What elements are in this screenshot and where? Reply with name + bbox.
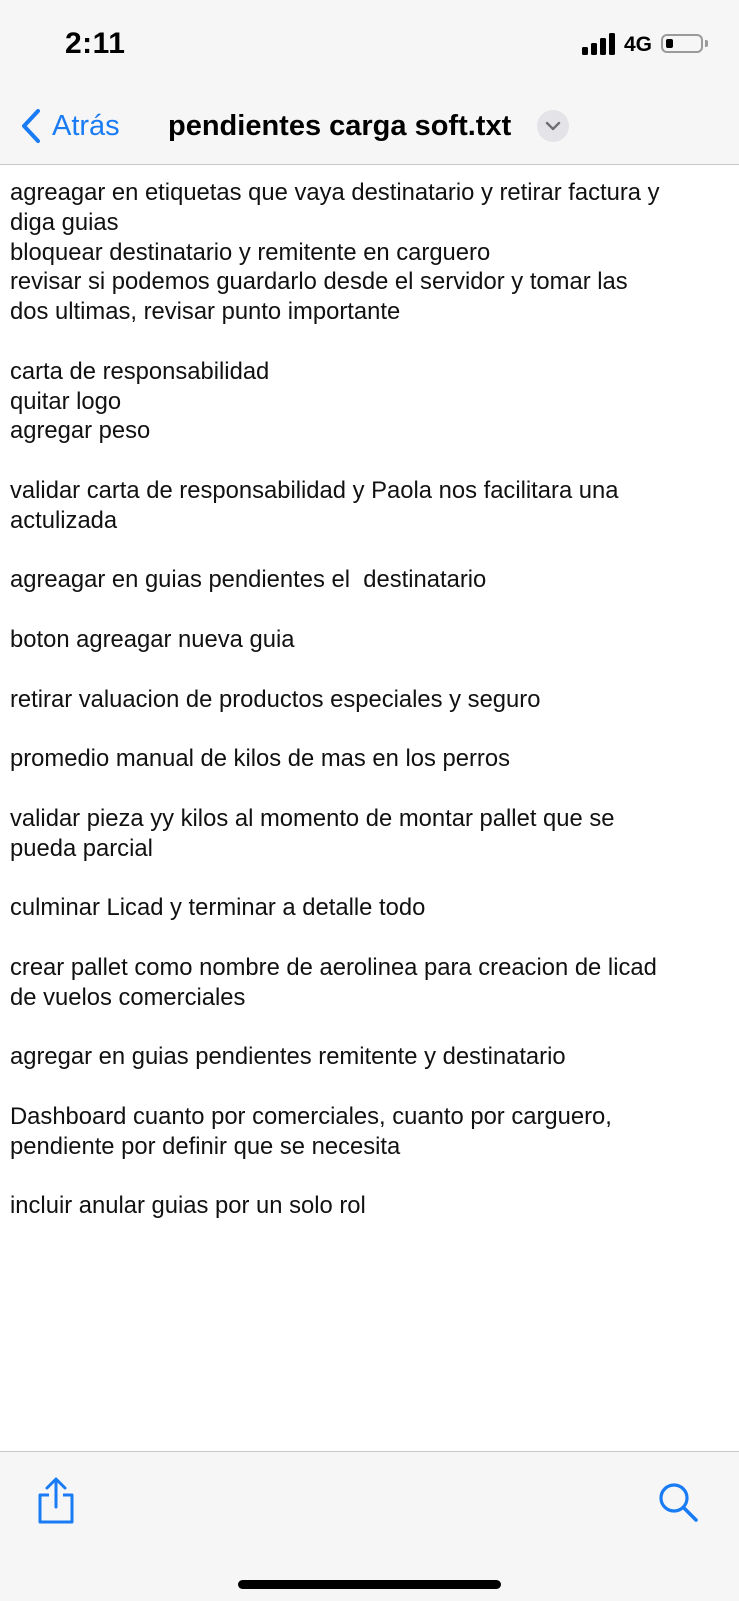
top-bar-area [0, 0, 739, 165]
bottom-toolbar [0, 1451, 739, 1601]
battery-level [666, 39, 673, 48]
text-line: bloquear destinatario y remitente en carguero [10, 238, 491, 266]
text-line [10, 714, 730, 744]
text-line: crear pallet como nombre de aerolinea para creacion de licad [10, 953, 657, 981]
text-line: validar carta de responsabilidad y Paola nos facilitara una [10, 476, 619, 504]
text-line: revisar si podemos guardarlo desde el servidor y tomar las [10, 268, 628, 296]
text-line: de vuelos comerciales [10, 983, 246, 1011]
battery-tip [705, 40, 708, 47]
text-line [10, 327, 730, 357]
share-button[interactable] [34, 1476, 78, 1526]
navigation-bar [0, 90, 739, 164]
document-title: pendientes carga soft.txt [168, 110, 512, 142]
status-bar [0, 0, 739, 90]
text-line: retirar valuacion de productos especiales y seguro [10, 685, 541, 713]
text-line [10, 1012, 730, 1042]
text-line: quitar logo [10, 387, 122, 415]
network-type: 4G [624, 33, 653, 56]
text-line: agreagar en guias pendientes el destinatario [10, 566, 487, 594]
text-line [10, 1072, 730, 1102]
text-line: agreagar en etiquetas que vaya destinatario y retirar factura y [10, 179, 660, 206]
text-line [10, 774, 730, 804]
text-line: pueda parcial [10, 834, 153, 862]
text-line: boton agreagar nueva guia [10, 625, 295, 653]
text-line: agregar en guias pendientes remitente y destinatario [10, 1043, 566, 1071]
title-menu-button[interactable] [537, 110, 569, 142]
text-line: actulizada [10, 506, 118, 534]
home-indicator [238, 1580, 501, 1589]
back-button[interactable] [20, 104, 120, 148]
text-line: incluir anular guias por un solo rol [10, 1192, 366, 1220]
text-line: diga guias [10, 208, 119, 236]
text-line [10, 536, 730, 566]
text-line: pendiente por definir que se necesita [10, 1132, 401, 1160]
text-line: carta de responsabilidad [10, 357, 270, 385]
status-time: 2:11 [65, 27, 126, 60]
chevron-down-icon [545, 121, 561, 131]
share-icon [34, 1476, 78, 1526]
search-icon [656, 1480, 700, 1524]
search-button[interactable] [656, 1480, 700, 1524]
text-line: culminar Licad y terminar a detalle todo [10, 894, 426, 922]
text-line [10, 923, 730, 953]
back-label: Atrás [52, 109, 120, 142]
document-text[interactable] [10, 178, 730, 1221]
text-line [10, 446, 730, 476]
text-line: agregar peso [10, 417, 151, 445]
text-line [10, 595, 730, 625]
text-line [10, 655, 730, 685]
text-line: dos ultimas, revisar punto importante [10, 298, 401, 326]
battery-icon [661, 34, 703, 53]
chevron-left-icon [20, 108, 42, 144]
text-line: Dashboard cuanto por comerciales, cuanto por carguero, [10, 1102, 612, 1130]
text-line [10, 863, 730, 893]
text-line: validar pieza yy kilos al momento de montar pallet que se [10, 804, 615, 832]
text-line: promedio manual de kilos de mas en los perros [10, 745, 510, 773]
text-line [10, 1161, 730, 1191]
cellular-signal-icon [582, 33, 618, 55]
